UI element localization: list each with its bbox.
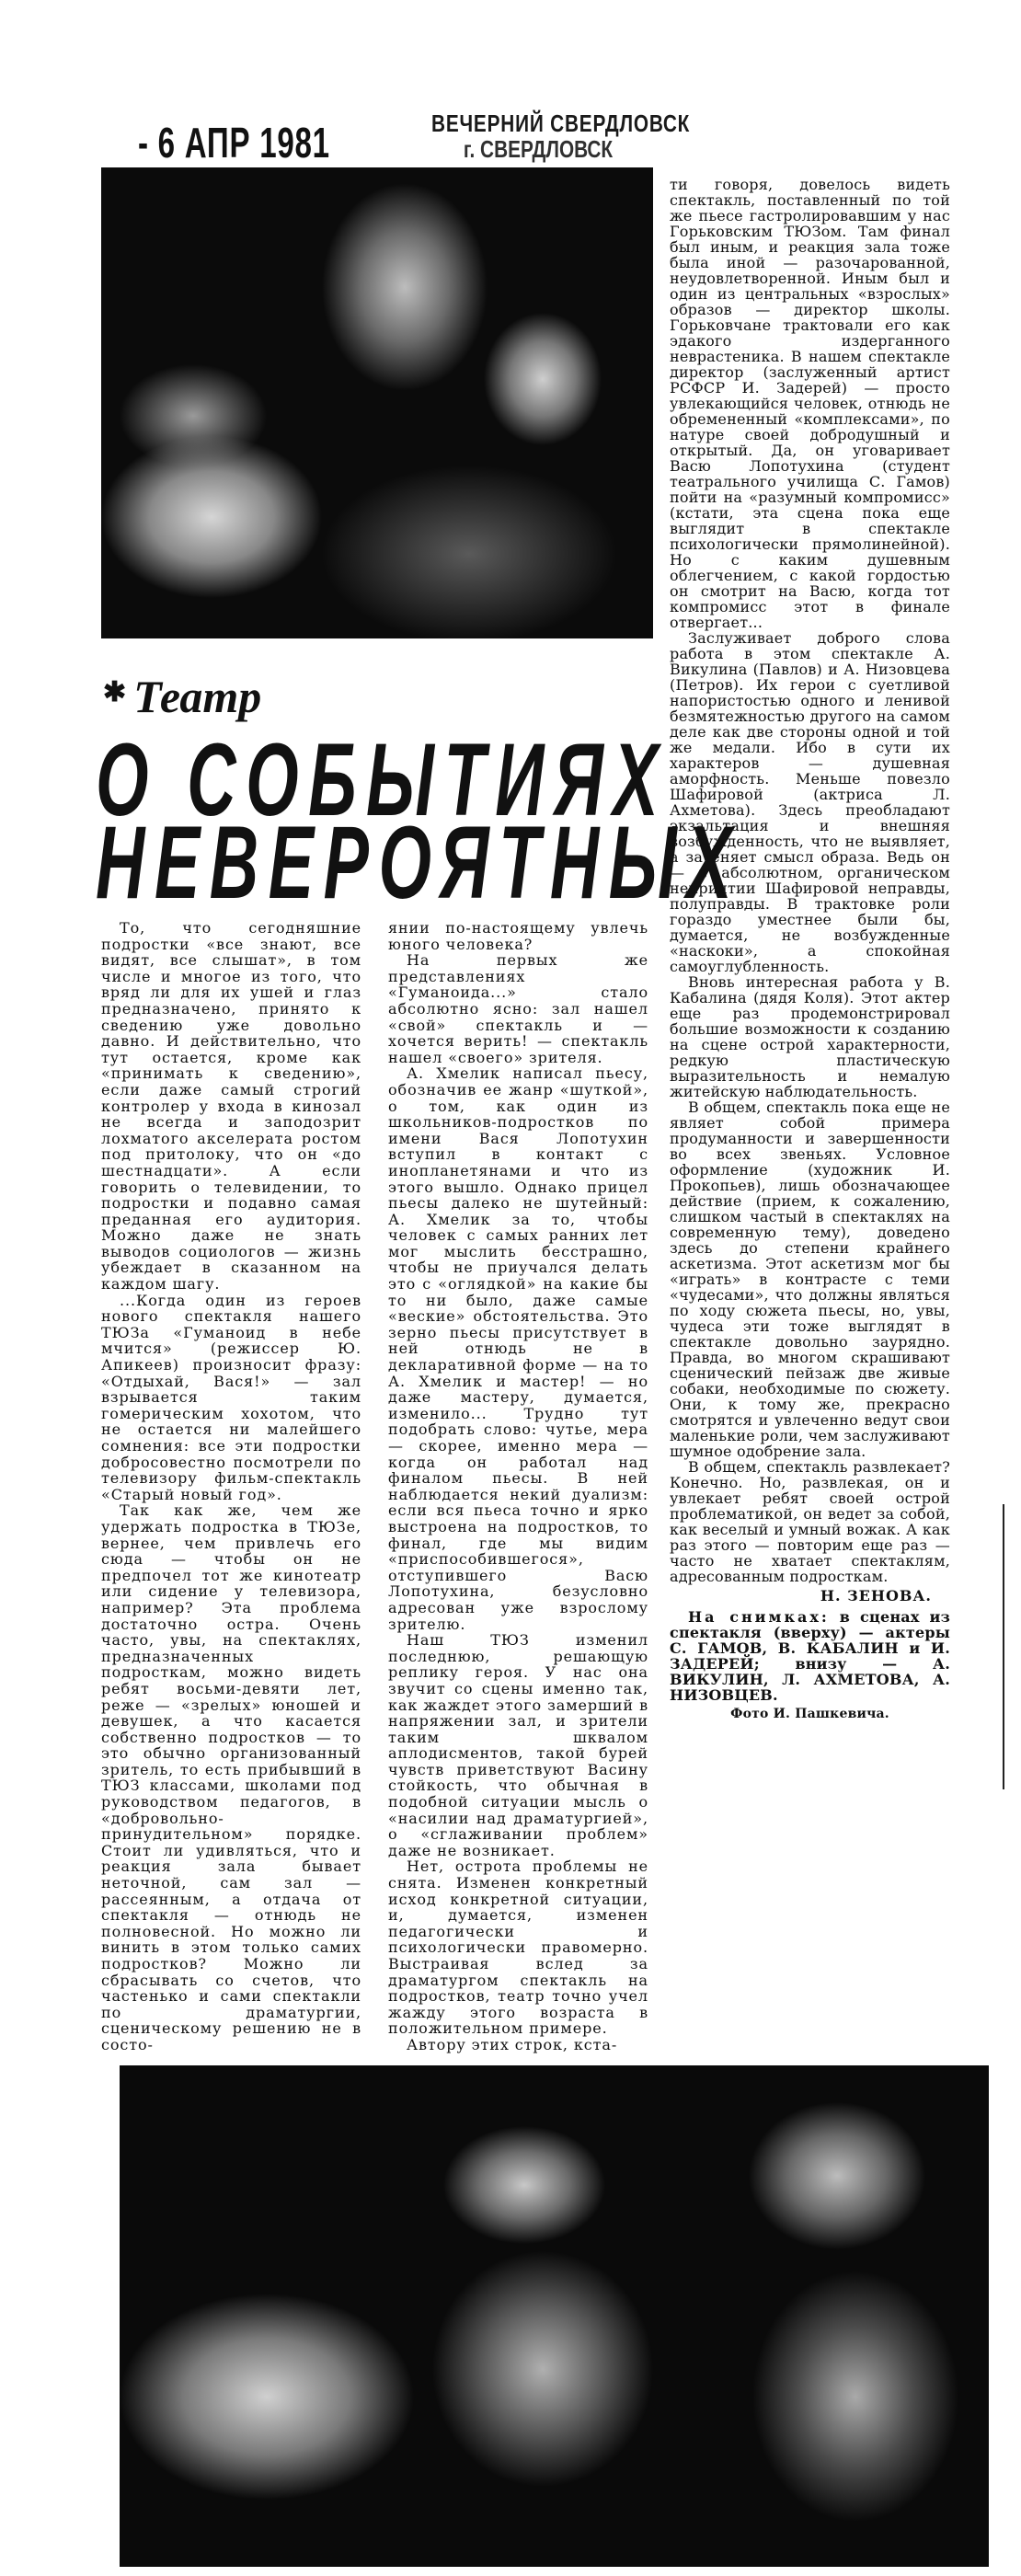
paragraph: ти говоря, довелось видеть спектакль, поставленный по той же пьесе гастролировавшим у нас Горьковским ТЮЗом. Там финал был иным, и реакция зала тоже была иной — разочарованной, неудовлетворенной. Иным был и один из центральных «взрослых» образов — директор школы. Горьковчане трактовали его как эдакого издерганного неврастеника. В нашем спектакле директор (заслуженный артист РСФСР И. Задерей) — просто увлекающийся человек, отнюдь не обремененный «комплексами», по натуре своей добродушный и открытый. Да, он уговаривает Васю Лопотухина (студент театрального училища С. Гамов) пойти на «разумный компромисс» (кстати, эта сцена пока еще выглядит в спектакле психологически прямолинейной). Но с каким душевным облегчением, с какой гордостью он смотрит на Васю, когда тот компромисс этот в финале отвергает...: [670, 176, 950, 631]
paragraph: То, что сегодняшние подростки «все знают, все видят, все слышат», в том числе и многое из того, что вряд ли для их ушей и глаз предназначено, принято к сведению уже довольно давно. И действительно, что тут остается, кроме как «принимать к сведению», если даже самый строгий контролер у входа в кинозал не всегда и заподозрит лохматого акселерата ростом под притолоку, что он «до шестнадцати». А если говорить о телевидении, то подростки и подавно самая преданная его аудитория. Можно даже не знать выводов социологов — жизнь убеждает в сказанном на каждом шагу.: [101, 919, 361, 1294]
photo-bottom-scene: [120, 2065, 989, 2567]
newspaper-stamp: [405, 109, 691, 163]
paragraph: Автору этих строк, кста-: [407, 2035, 618, 2053]
caption-text: в сценах из спектакля (вверху) — актеры С. ГАМОВ, В. КАБАЛИН и И. ЗАДЕРЕЙ; внизу — А. ВИКУЛИН, Л. АХМЕТОВА, А. НИЗОВЦЕВ.: [670, 1608, 950, 1704]
paragraph: В общем, спектакль пока еще не являет собой примера продуманности и завершенности во всех звеньях. Условное оформление (художник И. Прокопьев), лишь обозначающее действие (прием, к сожалению, слишком частый в спектаклях на современную тему), доведено здесь до степени крайнего аскетизма. Этот аскетизм мог бы «играть» в контрасте с теми «чудесами», что должны являться по ходу сюжета пьесы, но, увы, чудеса эти тоже выглядят в спектакле довольно заурядно. Правда, во многом скрашивают сценический пейзаж две живые собаки, необходимые по сюжету. Они, к тому же, прекрасно смотрятся и увлеченно ведут свои маленькие роли, чем заслуживают шумное одобрение зала.: [670, 1098, 950, 1460]
newspaper-stamp-name: ВЕЧЕРНИЙ СВЕРДЛОВСК: [431, 109, 691, 137]
paragraph: Нет, острота проблемы не снята. Изменен конкретный исход конкретной ситуации, и, думается, изменен педагогически и психологически правомерно. Выстраивая вслед за драматургом спектакль на подростков, театр точно учел жажду этого возраста в положительном примере.: [388, 1857, 648, 2038]
photo-caption: [670, 1609, 950, 1703]
paragraph: Заслуживает доброго слова работа в этом спектакле А. Викулина (Павлов) и А. Низовцева (Петров). Их герои с суетливой напористостью одного и ленивой безмятежностью другого на самом деле как две стороны одной и той же медали. Ибо в сути их характеров — душевная аморфность. Меньше повезло Шафировой (актриса Л. Ахметова). Здесь преобладают экзальтация и внешняя возбужденность, что не выявляет, а затеняет смысл образа. Ведь он — в абсолютном, органическом неприятии Шафировой неправды, полуправды. В трактовке роли гораздо уместнее были бы, думается, не возбужденные «наскоки», а спокойная самоуглубленность.: [670, 629, 950, 975]
paragraph: На первых же представлениях «Гуманоида...» стало абсолютно ясно: зал нашел «свой» спектакль и — хочется верить! — спектакль нашел «своего» зрителя.: [388, 951, 648, 1066]
date-stamp: - 6 АПР 1981: [138, 119, 330, 167]
paragraph: Так как же, чем же удержать подростка в ТЮЗе, вернее, чем привлечь его сюда — чтобы он не предпочел тот же кинотеатр или сидение у телевизора, например? Эта проблема достаточно остра. Очень часто, увы, на спектаклях, предназначенных подросткам, можно видеть ребят восьми-девяти лет, реже — «зрелых» юношей и девушек, а что касается собственно подростков — то это обычно организованный зритель, то есть прибывший в ТЮЗ классами, школами под руководством педагогов, в «добровольно-принудительном» порядке. Стоит ли удивляться, что и реакция зала бывает неточной, сам зал — рассеянным, а отдача от спектакля — отнюдь не полновесной. Но можно ли винить в этом только самих подростков? Можно ли сбрасывать со счетов, что частенько и сами спектакли по драматургии, сценическому решению не в состо-: [101, 1501, 361, 2053]
photo-top-scene: [101, 167, 653, 638]
photo-credit: Фото И. Пашкевича.: [730, 1707, 889, 1721]
author-signature: Н. ЗЕНОВА.: [820, 1587, 932, 1604]
newspaper-stamp-city: г. СВЕРДЛОВСК: [463, 135, 614, 163]
paragraph: ...Когда один из героев нового спектакля нашего ТЮЗа «Гуманоид в небе мчится» (режиссер Ю. Апикеев) произносит фразу: «Отдыхай, Вася!» — зал взрывается таким гомерическим хохотом, что не остается ни малейшего сомнения: все эти подростки добросовестно посмотрели по телевизору фильм-спектакль «Старый новый год».: [101, 1291, 361, 1503]
article-column-3: [670, 177, 950, 1722]
paragraph: В общем, спектакль развлекает? Конечно. Но, развлекая, он и увлекает ребят своей острой проблематикой, он ведет за собой, как веселый и умный вожак. А как раз этого — повторим еще раз — часто не хватает спектаклям, адресованным подросткам.: [670, 1458, 950, 1585]
headline-line-2: НЕВЕРОЯТНЫХ: [96, 805, 742, 920]
column-rule: [1003, 1504, 1004, 1789]
paragraph: А. Хмелик написал пьесу, обозначив ее жанр «шуткой», о том, как один из школьников-подростков по имени Вася Лопотухин вступил в контакт с инопланетянами и что из этого вышло. Однако прицел пьесы далеко не шутейный: А. Хмелик за то, чтобы человек с самых ранних лет мог мыслить бесстрашно, чтобы не приучался делать это с «оглядкой» на какие бы то ни было, даже самые «веские» обстоятельства. Это зерно пьесы присутствует в ней отнюдь не в декларативной форме — на то А. Хмелик и мастер! — но даже мастеру, думается, изменило... Трудно тут подобрать слово: чутье, мера — скорее, именно мера — когда он работал над финалом пьесы. В ней наблюдается некий дуализм: если вся пьеса точно и ярко выстроена на подростков, то финал, где мы видим «приспособившегося», отступившего Васю Лопотухина, безусловно адресован уже взрослому зрителю.: [388, 1064, 648, 1633]
paragraph: Вновь интересная работа у В. Кабалина (дядя Коля). Этот актер еще раз продемонстрировал большие возможности к созданию на сцене острой характерности, редкую пластическую выразительность и немалую житейскую наблюдательность.: [670, 973, 950, 1100]
headline-line-1: О СОБЫТИЯХ: [96, 722, 669, 837]
article-column-2: [388, 920, 648, 2053]
rubric: [103, 670, 261, 723]
paragraph: Наш ТЮЗ изменил последнюю, решающую реплику героя. У нас она звучит со сцены именно так, как жаждет этого замерший в напряжении зал, и зрители таким шквалом аплодисментов, такой бурей чувств приветствуют Васину стойкость, что обычная в подобной ситуации мысль о «насилии над драматургией», о «сглаживании проблем» даже не возникает.: [388, 1631, 648, 1859]
rubric-label: Театр: [133, 671, 262, 722]
article-column-1: [101, 920, 361, 2053]
asterisk-icon: ✱: [103, 677, 127, 707]
paragraph: янии по-настоящему увлечь юного человека?: [388, 919, 648, 953]
caption-lead: На снимках:: [688, 1608, 830, 1626]
